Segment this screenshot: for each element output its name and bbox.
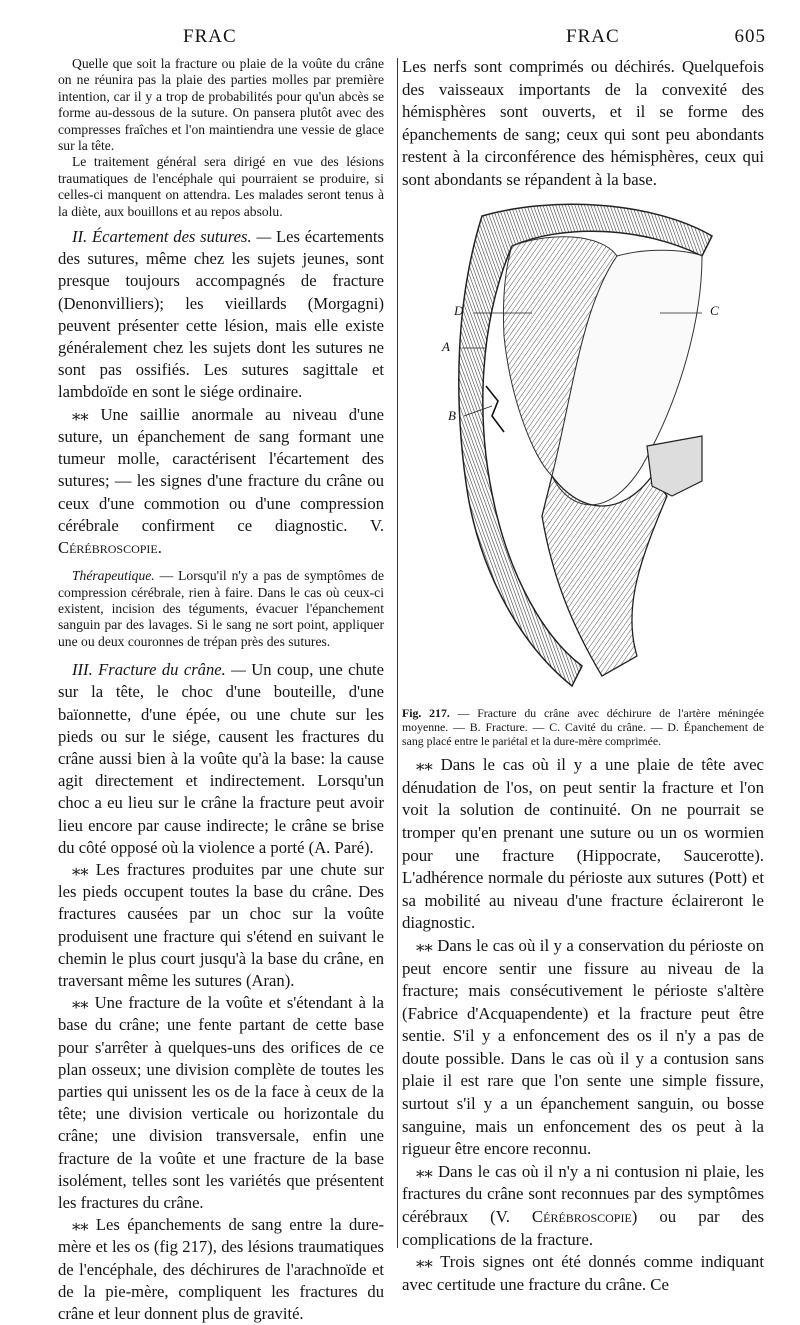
paragraph-general-treatment: Le traitement général sera dirigé en vue des lésions traumatiques de l'encéphale qui pourraient se produire, si celles-ci manquent on attendra. Les malades seront tenus à la diète, aux bouillons et au repos absolu.: [58, 154, 384, 219]
fracture-line: [486, 386, 504, 432]
petrous-bone: [647, 436, 702, 496]
figure-217-skull-fracture: [402, 196, 764, 704]
paragraph-no-contusion: [402, 1161, 764, 1251]
paragraph-wound-denudation: ⁎⁎ Dans le cas où il y a une plaie de tête avec dénudation de l'os, on peut sentir la fracture et l'on voit la solution de continuité. On ne pourrait se tromper qu'en prenant une suture ou un os wormien pour une fracture (Hippocrate, Saucerotte). L'adhérence normale du périoste aux sutures (Pott) et sa mobilité au niveau d'une fracture éclaireront le diagnostic.: [402, 755, 764, 933]
right-column: [402, 56, 764, 1296]
caption-text: — Fracture du crâne avec déchirure de l'artère méningée moyenne. — B. Fracture. — C. Cavité du crâne. — D. Épanchement de sang placé entre le pariétal et la dure-mère comprimée.: [402, 705, 764, 748]
paragraph-end: ) ou par des complications de la fracture.: [402, 1207, 764, 1249]
section-ecartement-sutures: [58, 226, 384, 404]
page-number: 605: [734, 26, 766, 47]
running-header: [58, 26, 766, 50]
right-running-title: FRAC: [566, 26, 620, 47]
paragraph-periosteum: ⁎⁎ Dans le cas où il y a conservation du périoste on peut encore sentir une fissure au niveau de la fracture; mais consécutivement le périoste s'altère (Fabrice d'Acquapendente) et la fracture peut être sentie. S'il y a enfoncement des os il n'y a pas de doute possible. Dans le cas où il y a contusion sans plaie il est rare que l'on sente une simple fissure, surtout s'il y a un épanchement sanguin, ou bosse sanguine, mais un enfoncement des os peut à la rigueur être encore reconnu.: [402, 935, 764, 1159]
paragraph-end: .: [157, 537, 162, 557]
figure-number: Fig. 217.: [402, 705, 450, 720]
paragraph-text: ⁎⁎ Dans le cas où il n'y a ni contusion ni plaie, les fractures du crâne sont reconnues par des symptômes cérébraux (V.: [402, 1161, 764, 1227]
paragraph-text: ⁎⁎ Une saillie anormale au niveau d'une suture, un épanchement de sang formant une tumeur molle, caractérisent l'écartement des sutures; — les signes d'une fracture du crâne ou ceux d'une commotion ou d'une compression cérébrale confirment ce diagnostic. V.: [58, 404, 384, 535]
paragraph-treatment-wound: Quelle que soit la fracture ou plaie de la voûte du crâne on ne réunira pas la plaie des parties molles par première intention, car il y a trop de probabilités pour qu'un abcès se forme au-dessous de la suture. On pansera plutôt avec des compresses fraîches et l'on maintiendra une vessie de glace sur la tête.: [58, 56, 384, 154]
section-body: Les écartements des sutures, même chez les sujets jeunes, sont presque toujours accompagnés de fracture (Denonvilliers); les vieillards (Morgagni) peuvent présenter cette lésion, mais elle existe généralement chez les sujets dont les sutures ne sont pas ossifiés. Les sutures sagittale et lambdoïde en sont le siége ordinaire.: [58, 227, 384, 402]
therapeutique-body: — Lorsqu'il n'y a pas de symptômes de compression cérébrale, rien à faire. Dans le cas où ceux-ci existent, incision des téguments, évacuer l'épanchement sanguin par des lavages. Si le sang ne sort point, appliquer une ou deux couronnes de trépan près des sutures.: [58, 568, 384, 649]
paragraph-fracture-feet: ⁎⁎ Les fractures produites par une chute sur les pieds occupent toutes la base du crâne. Des fractures causées par un choc sur la voûte produisent une fracture qui s'étend en suivant le chemin le plus court jusqu'à la base du crâne, en traversant même les sutures (Aran).: [58, 859, 384, 990]
figure-caption: [402, 706, 764, 749]
cross-reference: Cérébroscopie: [58, 537, 158, 557]
paragraph-nerves: Les nerfs sont comprimés ou déchirés. Quelquefois des vaisseaux importants de la convexité des hémisphères sont ouverts, et il se forme des épanchements de sang; ceux qui sont peu abondants restent à la circonférence des hémisphères, ceux qui sont abondants se répandent à la base.: [402, 57, 764, 189]
paragraph-fracture-varieties: ⁎⁎ Une fracture de la voûte et s'étendant à la base du crâne; une fente partant de cette base pour s'arrêter à quelques-uns des orifices de ce plan osseux; une division complète de toutes les parties qui unissent les os de la face à ceux de la tête; une division verticale ou horizontale du crâne; une division transversale, enfin une fracture de la voûte et une fracture de la base isolément, telles sont les variétés que présentent les fractures du crâne.: [58, 993, 384, 1213]
section-heading: II. Écartement des sutures. —: [72, 227, 272, 247]
paragraph-diagnosis-sutures: [58, 404, 384, 559]
skull-engraving: [402, 196, 764, 704]
paragraph-three-signs: ⁎⁎ Trois signes ont été donnés comme indiquant avec certitude une fracture du crâne. Ce: [402, 1252, 764, 1294]
paragraph-epanchements: ⁎⁎ Les épanchements de sang entre la dure-mère et les os (fig 217), des lésions traumatiques de l'encéphale, des déchirures de l'arachnoïde et de la pie-mère, compliquent les fractures du crâne et leur donnent plus de gravité.: [58, 1215, 384, 1324]
paragraph-therapeutique: [58, 568, 384, 650]
left-running-title: FRAC: [183, 26, 237, 47]
therapeutique-label: Thérapeutique.: [72, 568, 155, 584]
section-body: Un coup, une chute sur la tête, le choc d'une bouteille, d'une baïonnette, d'une épée, ou une chute sur les pieds ou sur le siége, causent les fractures du crâne aussi bien à la voûte qu'à la base: la cause agit directement et indirectement. Lorsqu'un choc a eu lieu sur le crâne la fracture peut avoir lieu encore par cause indirecte; le crâne se brise du côté opposé où la violence a porté (A. Paré).: [58, 660, 385, 857]
figure-label-b: B: [448, 407, 456, 423]
left-column: [58, 56, 384, 1325]
column-divider: [397, 58, 398, 1248]
section-heading: III. Fracture du crâne. —: [72, 660, 246, 680]
cross-reference: Cérébroscopie: [531, 1207, 632, 1227]
section-fracture-crane: [58, 659, 384, 859]
figure-label-a: A: [442, 338, 450, 354]
figure-label-c: C: [710, 302, 719, 318]
figure-label-d: D: [454, 302, 464, 318]
